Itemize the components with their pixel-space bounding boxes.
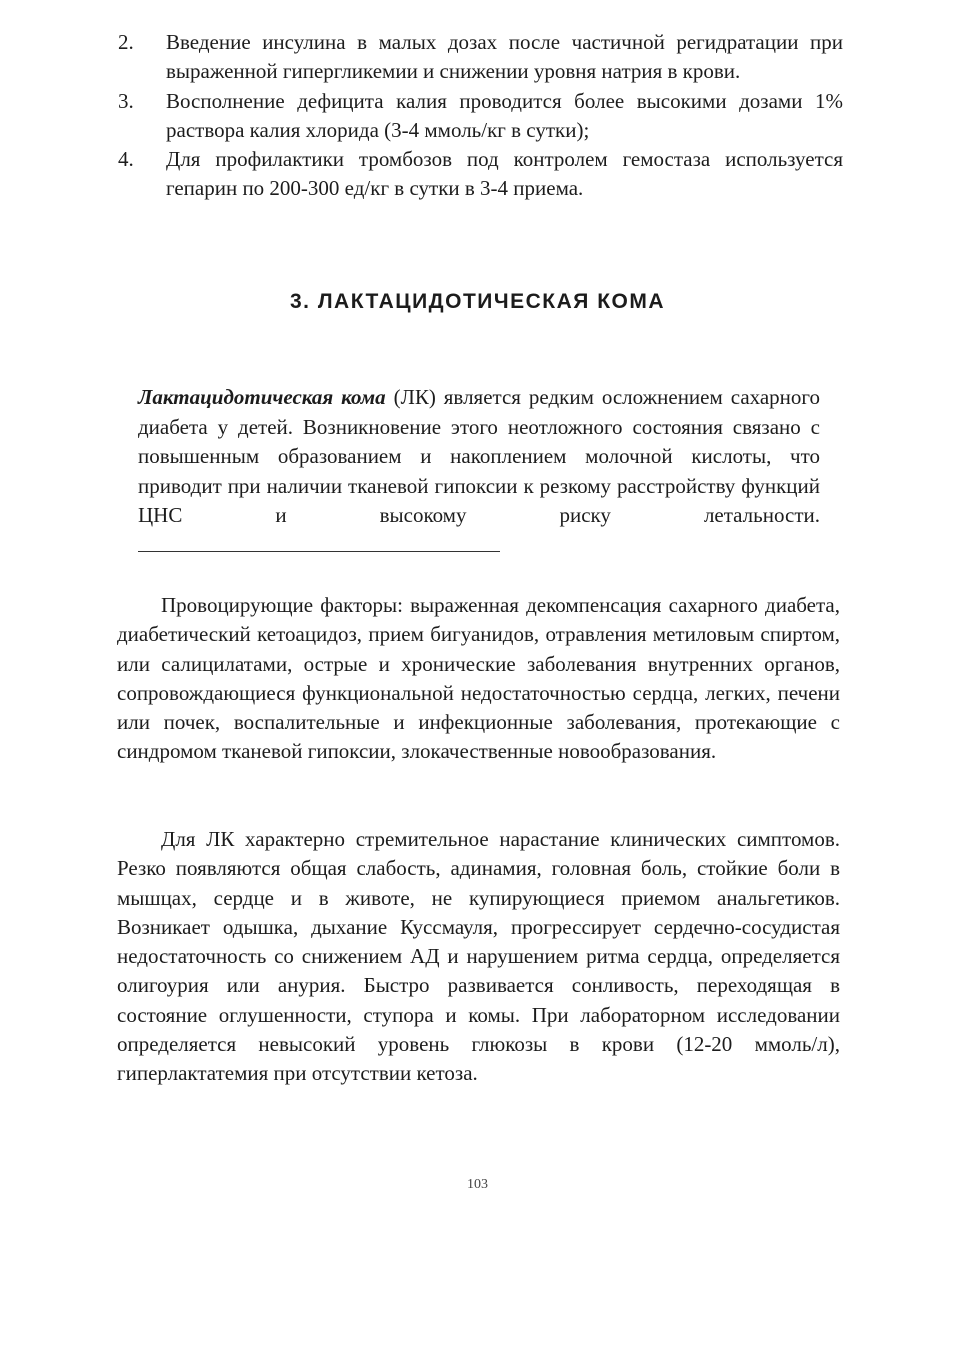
list-item bbox=[118, 145, 843, 204]
list-item-text: Для профилактики тромбозов под контролем гемостаза используется гепарин по 200-300 ед/кг в сутки в 3-4 приема. bbox=[166, 147, 843, 201]
definition-term: Лактацидотическая кома bbox=[138, 385, 386, 409]
list-item bbox=[118, 28, 843, 87]
list-item-number: 3. bbox=[118, 88, 134, 113]
list-item bbox=[118, 87, 843, 146]
section-heading: 3. ЛАКТАЦИДОТИЧЕСКАЯ КОМА bbox=[289, 290, 666, 313]
page-number: 103 bbox=[467, 1177, 488, 1192]
list-item-number: 2. bbox=[118, 30, 134, 54]
underline-rule bbox=[138, 533, 500, 552]
treatment-list bbox=[118, 28, 843, 204]
definition-text: (ЛК) является редким осложнением сахарного диабета у детей. Возникновение этого неотложного состояния связано с повышенным образованием и накоплением молочной кислоты, что приводит при наличии тканевой гипоксии к резкому расстройству функций ЦНС и высокому риску летальности. bbox=[138, 385, 821, 528]
paragraph-provoking-factors: Провоцирующие факторы: выраженная декомпенсация сахарного диабета, диабетический кетоацидоз, прием бигуанидов, отравления метиловым спиртом, или салицилатами, острые и хронические заболевания внутренних органов, сопровождающиеся функциональной недостаточностью сердца, легких, печени или почек, воспалительные и инфекционные заболевания, протекающие с синдромом тканевой гипоксии, злокачественные новообразования. bbox=[117, 593, 840, 764]
list-item-number: 4. bbox=[118, 147, 134, 172]
list-item-text: Восполнение дефицита калия проводится более высокими дозами 1% раствора калия хлорида (3-4 ммоль/кг в сутки); bbox=[166, 88, 843, 142]
paragraph-clinical-symptoms: Для ЛК характерно стремительное нарастание клинических симптомов. Резко появляются общая слабость, адинамия, головная боль, стойкие боли в мышцах, сердце и в животе, не купирующиеся приемом анальгетиков. Возникает одышка, дыхание Куссмауля, прогрессирует сердечно-сосудистая недостаточность со снижением АД и нарушением ритма сердца, определяется олигоурия или анурия. Быстро развивается сонливость, переходящая в состояние оглушенности, ступора и комы. При лабораторном исследовании определяется невысокий уровень глюкозы в крови (12-20 ммоль/л), гиперлактатемия при отсутствии кетоза. bbox=[117, 827, 840, 1086]
definition-block bbox=[138, 383, 820, 561]
list-item-text: Введение инсулина в малых дозах после частичной регидратации при выраженной гипергликемии и снижении уровня натрия в крови. bbox=[166, 30, 843, 84]
